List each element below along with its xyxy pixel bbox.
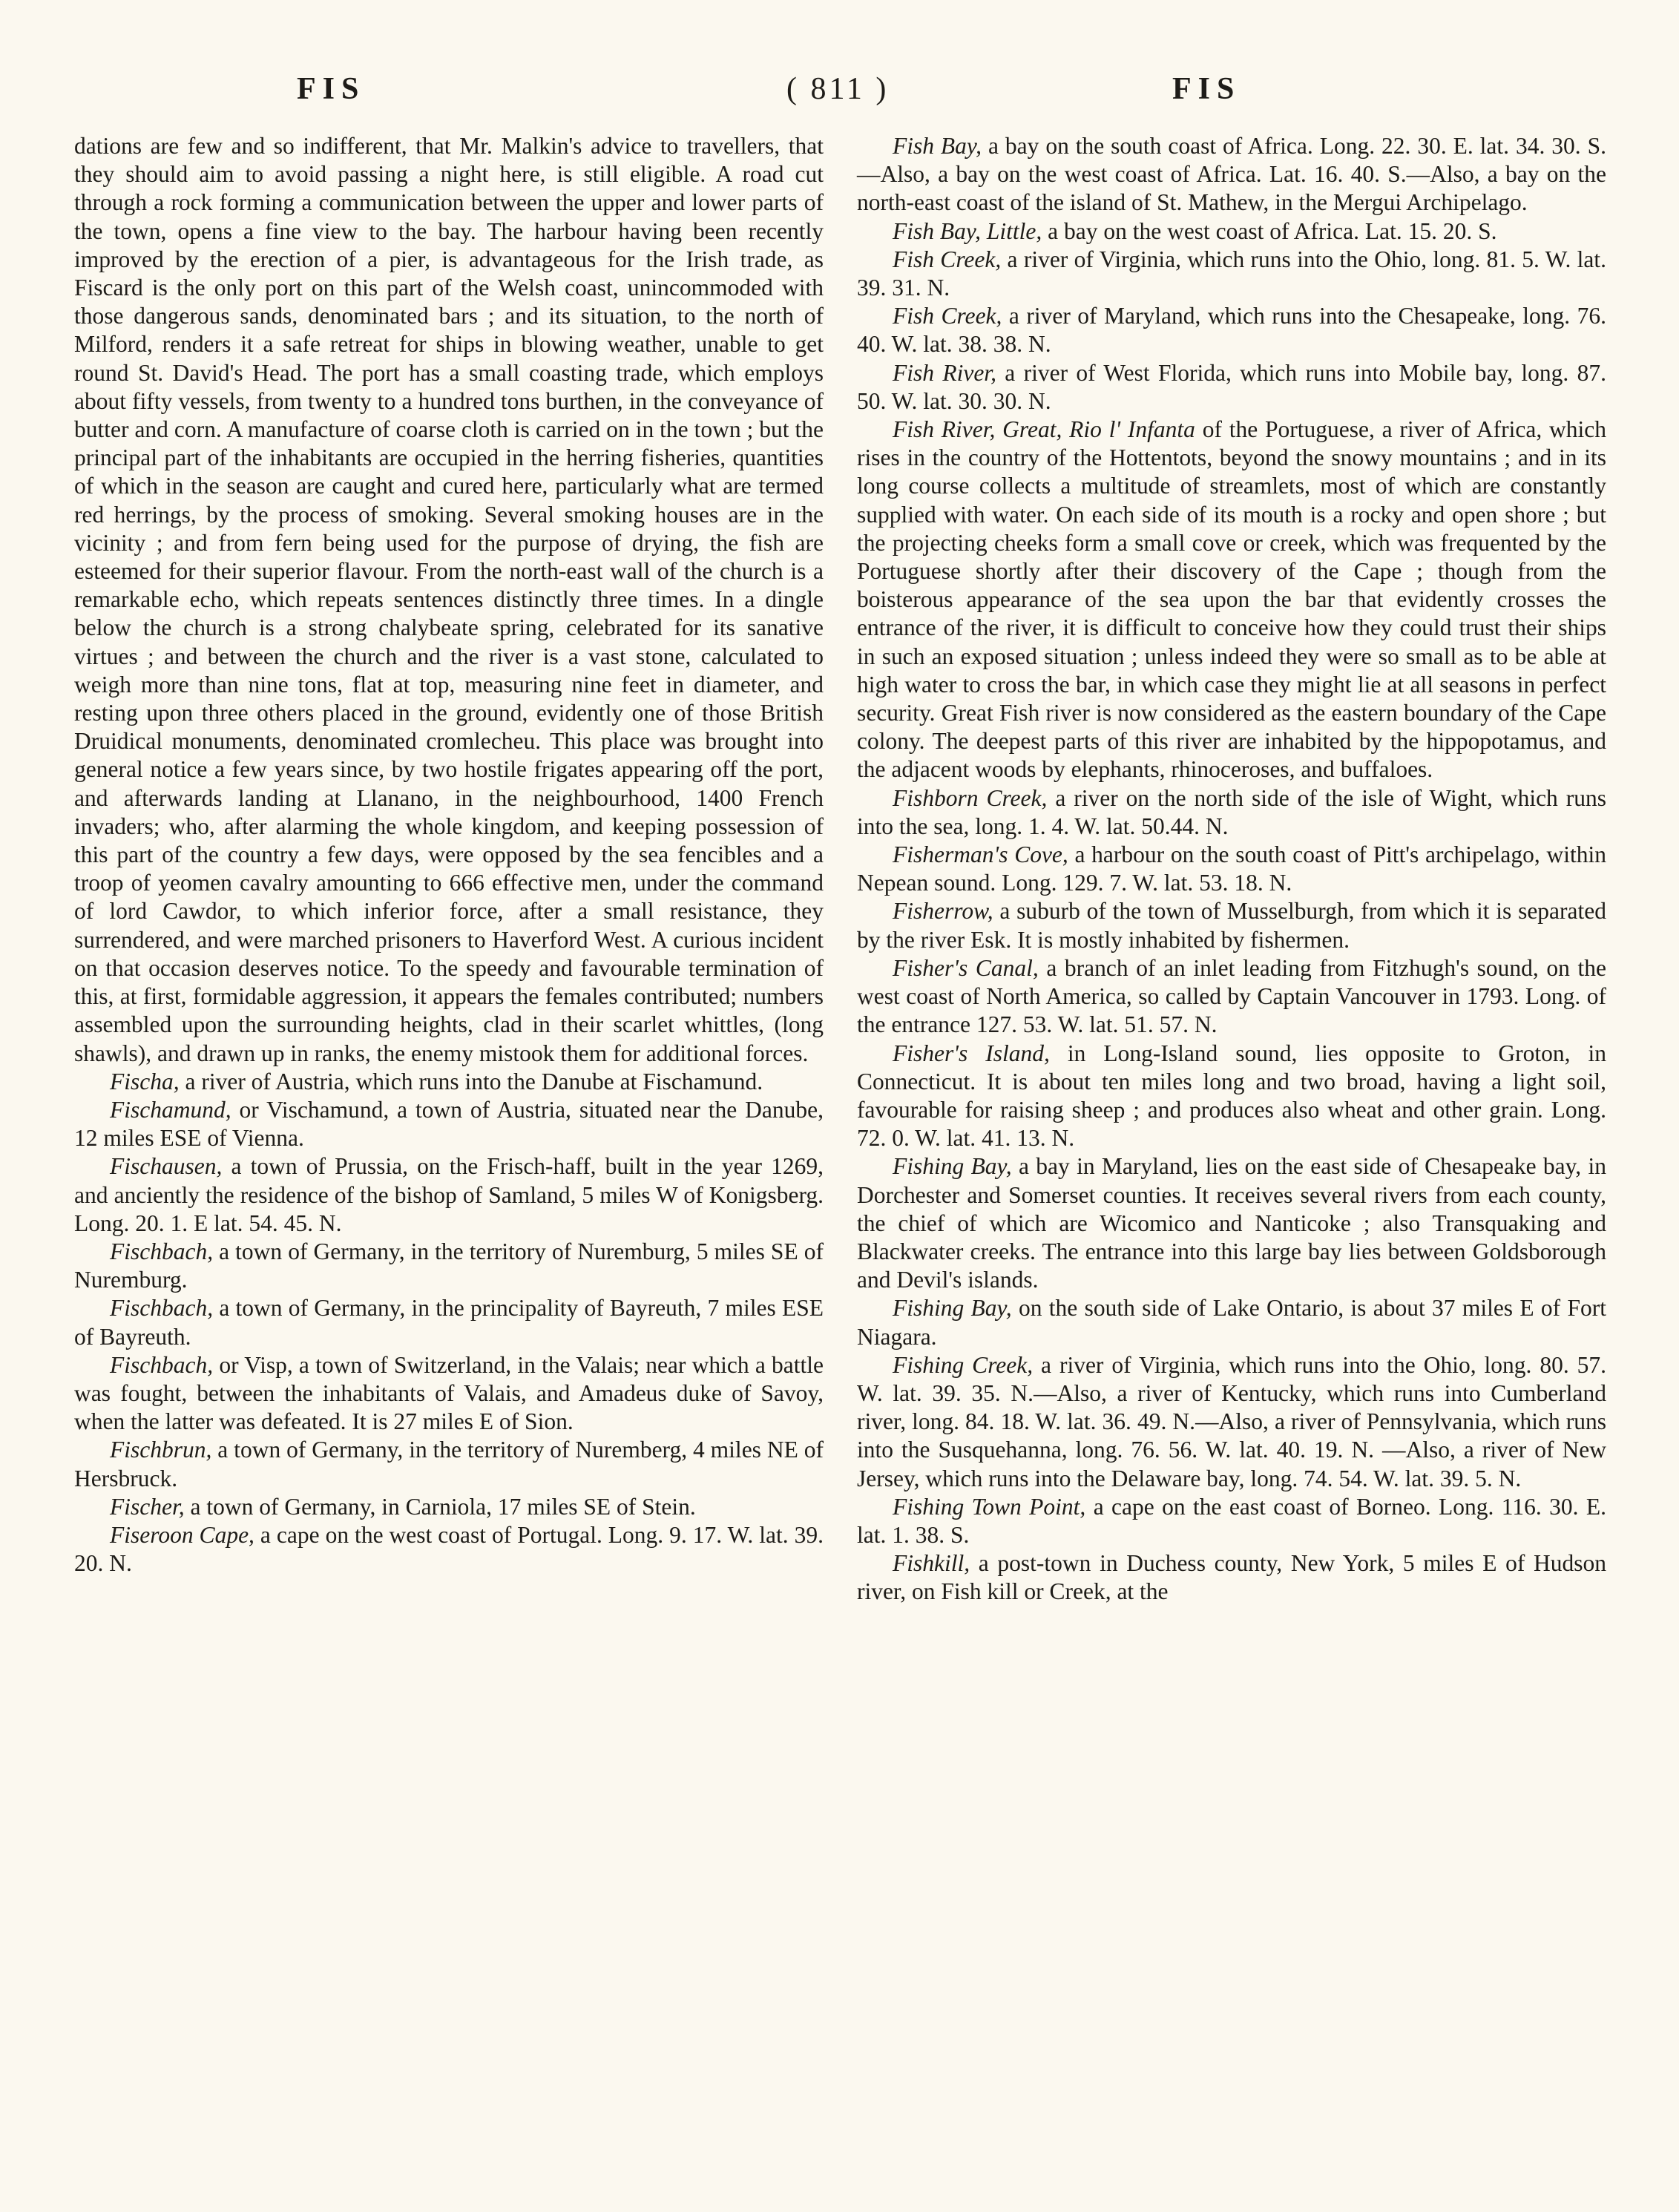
dictionary-entry bbox=[857, 1351, 1606, 1493]
entry-headword: Fish Bay, Little, bbox=[893, 217, 1042, 244]
left-column bbox=[74, 132, 824, 1578]
entry-text: a bay on the west coast of Africa. Lat. 15. 20. S. bbox=[1042, 217, 1497, 244]
entry-headword: Fishing Bay, bbox=[893, 1153, 1012, 1180]
entry-headword: Fish Bay, bbox=[893, 133, 982, 159]
entry-text: a cape on the east coast of Borneo. Long. 116. 30. E. lat. 1. 38. S. bbox=[857, 1493, 1606, 1548]
entry-headword: Fischer, bbox=[110, 1493, 185, 1520]
dictionary-entry bbox=[857, 897, 1606, 954]
entry-headword: Fish Creek, bbox=[893, 246, 1002, 272]
entry-text: a branch of an inlet leading from Fitzhugh's sound, on the west coast of North America, so called by Captain Vancouver in 1793. Long. of the entrance 127. 53. W. lat. 51. 57. N. bbox=[857, 954, 1606, 1038]
entry-text: or Vischamund, a town of Austria, situated near the Danube, 12 miles ESE of Vienna. bbox=[74, 1096, 824, 1152]
dictionary-entry bbox=[74, 1294, 824, 1350]
entry-headword: Fishing Creek, bbox=[893, 1351, 1034, 1378]
entry-headword: Fisherman's Cove, bbox=[893, 841, 1068, 868]
dictionary-entry bbox=[74, 1238, 824, 1294]
entry-text: a suburb of the town of Musselburgh, from which it is separated by the river Esk. It is mostly inhabited by fishermen. bbox=[857, 898, 1606, 953]
entry-text: a town of Germany, in the territory of Nuremburg, 5 miles SE of Nuremburg. bbox=[74, 1238, 824, 1293]
dictionary-entry bbox=[74, 1436, 824, 1492]
page-number: ( 811 ) bbox=[786, 72, 890, 106]
entry-headword: Fischamund, bbox=[110, 1096, 231, 1123]
entry-headword: Fischbrun, bbox=[110, 1437, 212, 1463]
dictionary-entry bbox=[857, 841, 1606, 897]
entry-text: a harbour on the south coast of Pitt's archipelago, within Nepean sound. Long. 129. 7. W. lat. 53. 18. N. bbox=[857, 841, 1606, 896]
entry-headword: Fisher's Island, bbox=[893, 1040, 1050, 1066]
entry-text: a river of Austria, which runs into the Danube at Fischamund. bbox=[179, 1068, 763, 1094]
entry-text: dations are few and so indifferent, that Mr. Malkin's advice to travellers, that they should aim to avoid passing a night here, is still eligible. A road cut through a rock forming a communication between the upper and lower parts of the town, opens a fine view to the bay. The harbour having been recently improved by the erection of a pier, is advantageous for the Irish trade, as Fiscard is the only port on this part of the Welsh coast, unincommoded with those dangerous sands, denominated bars ; and its situation, to the north of Milford, renders it a safe retreat for ships in blowing weather, unable to get round St. David's Head. The port has a small coasting trade, which employs about fifty vessels, from twenty to a hundred tons burthen, in the conveyance of butter and corn. A manufacture of coarse cloth is carried on in the town ; but the principal part of the inhabitants are occupied in the herring fisheries, quantities of which in the season are caught and cured here, particularly what are termed red herrings, by the process of smoking. Several smoking houses are in the vicinity ; and from fern being used for the purpose of drying, the fish are esteemed for their superior flavour. From the north-east wall of the church is a remarkable echo, which repeats sentences distinctly three times. In a dingle below the church is a strong chalybeate spring, celebrated for its sanative virtues ; and between the church and the river is a vast stone, calculated to weigh more than nine tons, flat at top, measuring nine feet in diameter, and resting upon three others placed in the ground, evidently one of those British Druidical monuments, denominated cromlecheu. This place was brought into general notice a few years since, by two hostile frigates appearing off the port, and afterwards landing at Llanano, in the neighbourhood, 1400 French invaders; who, after alarming the whole kingdom, and keeping possession of this part of the country a few days, were opposed by the sea fencibles and a troop of yeomen cavalry amounting to 666 effective men, under the command of lord Cawdor, to which inferior force, after a small resistance, they surrendered, and were marched prisoners to Haverford West. A curious incident on that occasion deserves notice. To the speedy and favourable termination of this, at first, formidable aggression, it appears the females contributed; numbers assembled upon the surrounding heights, clad in their scarlet whittles, (long shawls), and drawn up in ranks, the enemy mistook them for additional forces. bbox=[74, 133, 824, 1066]
entry-text: a town of Prussia, on the Frisch-haff, built in the year 1269, and anciently the residence of the bishop of Samland, 5 miles W of Konigsberg. Long. 20. 1. E lat. 54. 45. N. bbox=[74, 1153, 824, 1236]
entry-text: a post-town in Duchess county, New York, 5 miles E of Hudson river, on Fish kill or Creek, at the bbox=[857, 1550, 1606, 1605]
dictionary-entry bbox=[857, 1152, 1606, 1294]
entry-text: a town of Germany, in Carniola, 17 miles SE of Stein. bbox=[184, 1493, 696, 1520]
entry-headword: Fischa, bbox=[110, 1068, 180, 1094]
entry-headword: Fishing Town Point, bbox=[893, 1493, 1086, 1520]
entry-headword: Fiseroon Cape, bbox=[110, 1521, 254, 1548]
dictionary-entry bbox=[857, 954, 1606, 1040]
header-right-catchword: FIS bbox=[1172, 72, 1241, 106]
entry-text: a bay in Maryland, lies on the east side of Chesapeake bay, in Dorchester and Somerset counties. It receives several rivers from each county, the chief of which are Wicomico and Nanticoke ; also Transquaking and Blackwater creeks. The entrance into this large bay lies between Goldsborough and Devil's islands. bbox=[857, 1153, 1606, 1293]
dictionary-entry bbox=[857, 416, 1606, 784]
dictionary-entry bbox=[857, 1493, 1606, 1549]
dictionary-entry bbox=[857, 784, 1606, 841]
entry-text: a river of Maryland, which runs into the Chesapeake, long. 76. 40. W. lat. 38. 38. N. bbox=[857, 303, 1606, 358]
dictionary-entry bbox=[857, 1040, 1606, 1153]
right-column bbox=[857, 132, 1606, 1607]
entry-headword: Fishkill, bbox=[893, 1550, 970, 1577]
entry-headword: Fischbach, bbox=[110, 1351, 214, 1378]
entry-text: of the Portuguese, a river of Africa, which rises in the country of the Hottentots, beyond the snowy mountains ; and in its long course collects a multitude of streamlets, most of which are constantly supplied with water. On each side of its mouth is a rocky and open shore ; but the projecting cheeks form a small cove or creek, which was frequented by the Portuguese shortly after their discovery of the Cape ; though from the boisterous appearance of the sea upon the bar that evidently crosses the entrance of the river, it is difficult to conceive how they could trust their ships in such an exposed situation ; unless indeed they were so small as to be able at high water to cross the bar, in which case they might lie at all seasons in perfect security. Great Fish river is now considered as the eastern boundary of the Cape colony. The deepest parts of this river are inhabited by the hippopotamus, and the adjacent woods by elephants, rhinoceroses, and buffaloes. bbox=[857, 416, 1606, 783]
dictionary-entry bbox=[74, 1096, 824, 1152]
entry-text: a cape on the west coast of Portugal. Long. 9. 17. W. lat. 39. 20. N. bbox=[74, 1521, 824, 1577]
entry-text: a river of Virginia, which runs into the Ohio, long. 81. 5. W. lat. 39. 31. N. bbox=[857, 246, 1606, 301]
entry-headword: Fischbach, bbox=[110, 1295, 214, 1322]
entry-headword: Fisherrow, bbox=[893, 898, 993, 925]
dictionary-entry bbox=[74, 1521, 824, 1578]
entry-headword: Fischbach, bbox=[110, 1238, 214, 1264]
entry-text: a river of West Florida, which runs into Mobile bay, long. 87. 50. W. lat. 30. 30. N. bbox=[857, 359, 1606, 414]
entry-headword: Fisher's Canal, bbox=[893, 954, 1039, 981]
page-header bbox=[119, 71, 1565, 123]
entry-headword: Fish River, bbox=[893, 359, 996, 386]
entry-text: a river of Virginia, which runs into the Ohio, long. 80. 57. W. lat. 39. 35. N.—Also, a river of Kentucky, which runs into Cumberland river, long. 84. 18. W. lat. 36. 49. N.—Also, a river of Pennsylvania, which runs into the Susquehanna, long. 76. 56. W. lat. 40. 19. N. —Also, a river of New Jersey, which runs into the Delaware bay, long. 74. 54. W. lat. 39. 5. N. bbox=[857, 1351, 1606, 1491]
dictionary-entry bbox=[74, 1068, 824, 1096]
dictionary-entry bbox=[857, 302, 1606, 358]
entry-text: or Visp, a town of Switzerland, in the Valais; near which a battle was fought, between the inhabitants of Valais, and Amadeus duke of Savoy, when the latter was defeated. It is 27 miles E of Sion. bbox=[74, 1351, 824, 1435]
entry-text: a river on the north side of the isle of Wight, which runs into the sea, long. 1. 4. W. lat. 50.44. N. bbox=[857, 784, 1606, 839]
dictionary-entry bbox=[857, 359, 1606, 416]
entry-text: in Long-Island sound, lies opposite to Groton, in Connecticut. It is about ten miles long and two broad, having a light soil, favourable for raising sheep ; and produces also wheat and other grain. Long. 72. 0. W. lat. 41. 13. N. bbox=[857, 1040, 1606, 1152]
continued-paragraph bbox=[74, 132, 824, 1068]
dictionary-entry bbox=[857, 132, 1606, 217]
dictionary-entry bbox=[857, 217, 1606, 246]
entry-headword: Fishing Bay, bbox=[893, 1295, 1012, 1322]
dictionary-entry bbox=[74, 1351, 824, 1437]
entry-headword: Fishborn Creek, bbox=[893, 784, 1048, 811]
entry-headword: Fish Creek, bbox=[893, 303, 1002, 329]
header-left-catchword: FIS bbox=[297, 72, 366, 106]
entry-text: a town of Germany, in the principality of Bayreuth, 7 miles ESE of Bayreuth. bbox=[74, 1295, 824, 1350]
entry-text: a bay on the south coast of Africa. Long. 22. 30. E. lat. 34. 30. S.—Also, a bay on the west coast of Africa. Lat. 16. 40. S.—Also, a bay on the north-east coast of the island of St. Mathew, in the Mergui Archipelago. bbox=[857, 133, 1606, 216]
dictionary-entry bbox=[857, 1294, 1606, 1350]
dictionary-entry bbox=[74, 1152, 824, 1238]
entry-text: a town of Germany, in the territory of Nuremberg, 4 miles NE of Hersbruck. bbox=[74, 1437, 824, 1491]
entry-headword: Fish River, Great, Rio l' Infanta bbox=[893, 416, 1195, 443]
dictionary-entry bbox=[74, 1493, 824, 1521]
entry-text: on the south side of Lake Ontario, is about 37 miles E of Fort Niagara. bbox=[857, 1295, 1606, 1350]
entry-headword: Fischausen, bbox=[110, 1153, 223, 1180]
dictionary-entry bbox=[857, 1549, 1606, 1606]
dictionary-entry bbox=[857, 246, 1606, 302]
